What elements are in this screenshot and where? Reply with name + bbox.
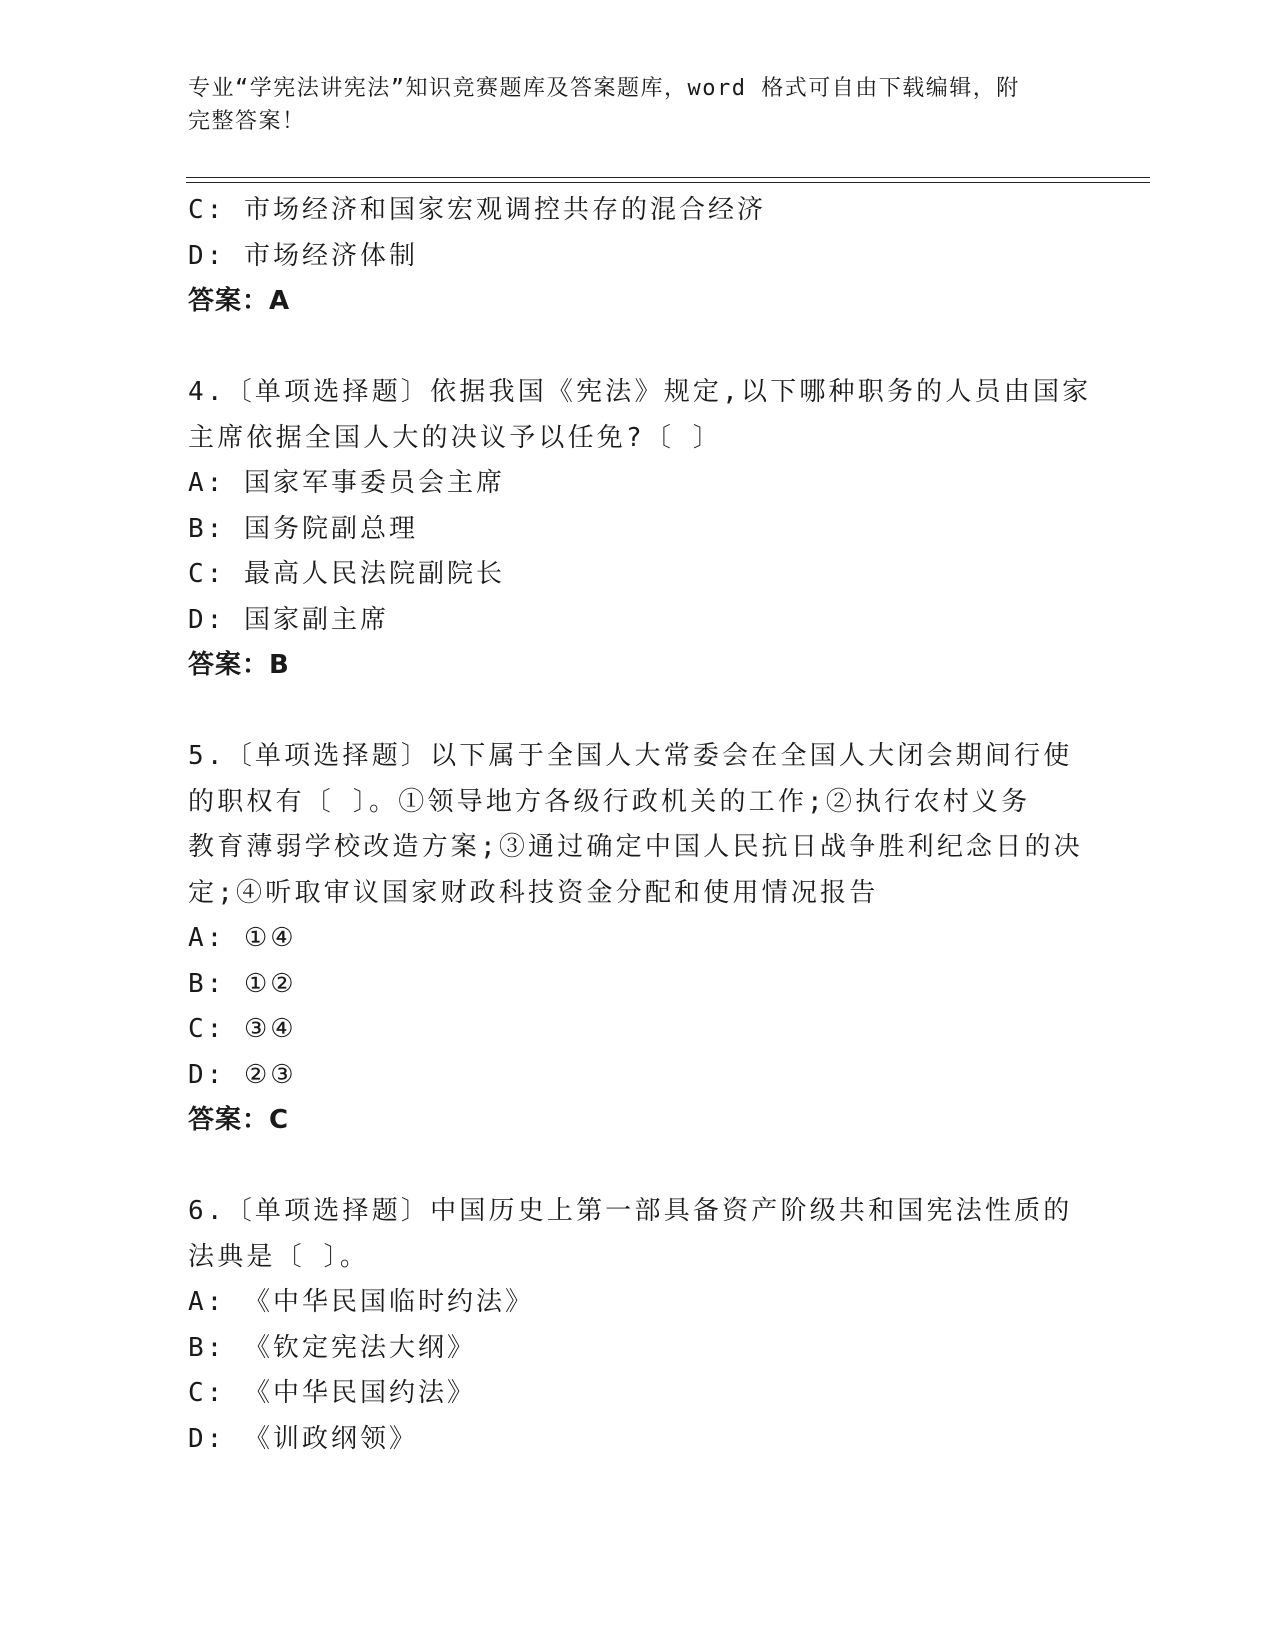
question-6	[188, 1189, 1088, 1462]
option-a: A: 国家军事委员会主席	[188, 468, 505, 498]
spacer	[188, 1144, 1088, 1190]
option-b: B: 《钦定宪法大纲》	[188, 1332, 476, 1363]
question-4	[188, 370, 1092, 689]
option-d: D: 《训政纲领》	[188, 1423, 418, 1454]
spacer	[188, 325, 1088, 371]
question-stem-line: 法典是〔 〕。	[188, 1241, 370, 1272]
header-line-2: 完整答案！	[188, 109, 306, 134]
question-stem-line: 主席依据全国人大的决议予以任免?〔 〕	[188, 422, 723, 453]
option-b: B: 国务院副总理	[188, 513, 418, 544]
header-divider-bottom	[186, 182, 1150, 183]
option-b: B: ①②	[188, 968, 297, 999]
question-stem-line: 定;④听取审议国家财政科技资金分配和使用情况报告	[188, 877, 879, 908]
question-stem-line: 4.〔单项选择题〕依据我国《宪法》规定,以下哪种职务的人员由国家	[188, 377, 1092, 407]
answer-label: 答案：C	[188, 1105, 290, 1135]
option-c: C: 《中华民国约法》	[188, 1378, 476, 1408]
question-stem-line: 教育薄弱学校改造方案;③通过确定中国人民抗日战争胜利纪念日的决	[188, 832, 1083, 862]
header-divider-top	[186, 177, 1150, 178]
option-d: D: 市场经济体制	[188, 240, 418, 271]
question-stem-line: 5.〔单项选择题〕以下属于全国人大常委会在全国人大闭会期间行使	[188, 741, 1073, 771]
answer-label: 答案：B	[188, 650, 290, 680]
document-header	[188, 72, 1088, 138]
question-list	[188, 188, 1092, 1462]
header-line-1: 专业“学宪法讲宪法”知识竞赛题库及答案题库，word 格式可自由下载编辑，附	[188, 76, 1020, 101]
option-a: A: ①④	[188, 923, 297, 953]
question-stem-line: 的职权有〔 〕。①领导地方各级行政机关的工作;②执行农村义务	[188, 786, 1031, 817]
option-d: D: ②③	[188, 1059, 297, 1090]
question-3-tail	[188, 188, 1088, 325]
option-c: C: 最高人民法院副院长	[188, 559, 505, 589]
option-a: A: 《中华民国临时约法》	[188, 1287, 534, 1317]
spacer	[188, 689, 1088, 735]
option-c: C: ③④	[188, 1014, 297, 1044]
option-d: D: 国家副主席	[188, 604, 389, 635]
option-c: C: 市场经济和国家宏观调控共存的混合经济	[188, 195, 766, 225]
question-stem-line: 6.〔单项选择题〕中国历史上第一部具备资产阶级共和国宪法性质的	[188, 1196, 1073, 1226]
question-5	[188, 734, 1088, 1144]
answer-label: 答案：A	[188, 286, 291, 316]
